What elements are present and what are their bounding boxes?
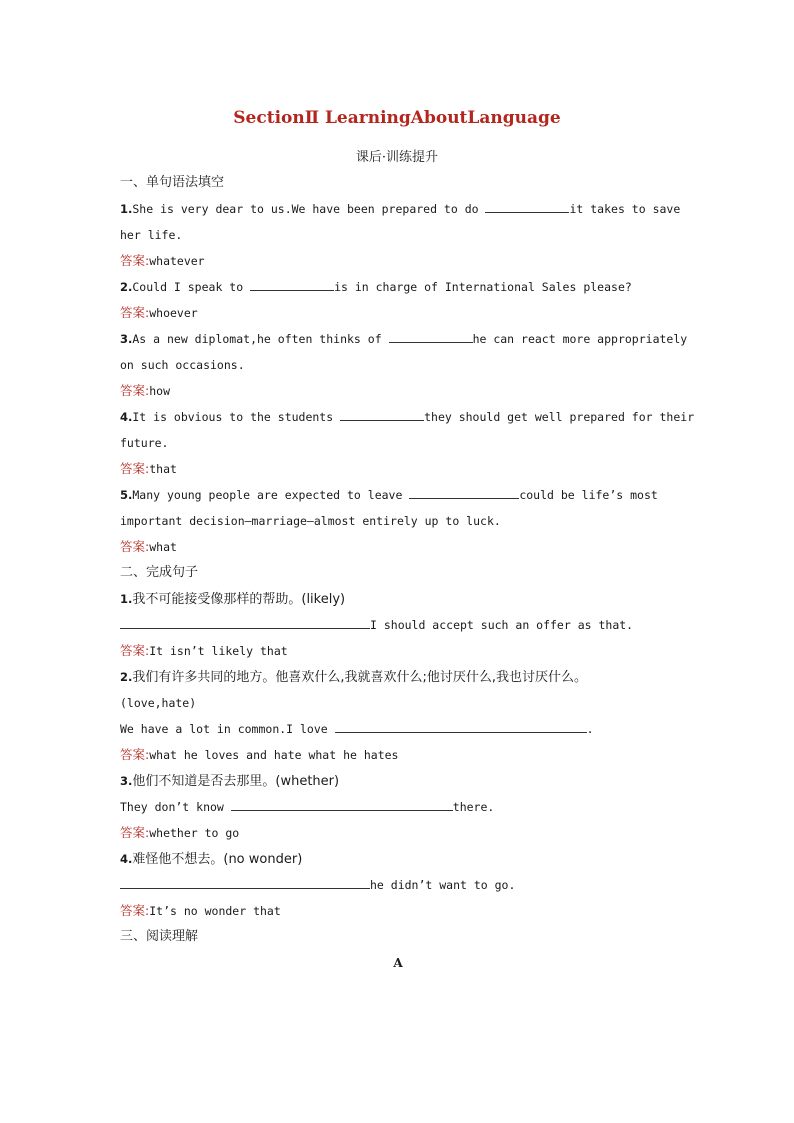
answer-blank [340,406,424,421]
answer-blank [120,874,370,889]
answer-s3: 答案:whether to go [120,825,240,840]
answer-blank [409,484,519,499]
page-subtitle: 课后·训练提升 [355,150,439,165]
sentence-2: We have a lot in common.I love . [120,716,676,742]
answer-1: 答案:whatever [120,253,205,268]
question-5-cont: important decision—marriage—almost entirely up to luck. [120,514,501,528]
question-4-cont: future. [120,436,169,450]
sentence-4: he didn’t want to go. [120,872,676,898]
answer-blank [389,328,473,343]
passage-label: A [393,956,403,970]
sentence-3-prompt: 3.他们不知道是否去那里。(whether) [120,774,340,789]
page-title: SectionⅡ LearningAboutLanguage [233,108,561,128]
question-2: 2.Could I speak to is in charge of International Sales please? [120,274,676,300]
question-1: 1.She is very dear to us.We have been prepared to do it takes to save [120,196,676,222]
sentence-3: They don’t know there. [120,794,676,820]
question-5: 5.Many young people are expected to leave could be life’s most [120,482,676,508]
sentence-1: I should accept such an offer as that. [120,612,676,638]
sentence-4-prompt: 4.难怪他不想去。(no wonder) [120,852,303,867]
section-heading-reading: 三、阅读理解 [120,929,199,944]
sentence-1-prompt: 1.我不可能接受像那样的帮助。(likely) [120,592,346,607]
section-heading-sentences: 二、完成句子 [120,565,199,580]
answer-2: 答案:whoever [120,305,198,320]
question-3-cont: on such occasions. [120,358,245,372]
answer-blank [120,614,370,629]
question-3: 3.As a new diplomat,he often thinks of he can react more appropriately [120,326,676,352]
answer-s1: 答案:It isn’t likely that [120,643,288,658]
sentence-2-prompt: 2.我们有许多共同的地方。他喜欢什么,我就喜欢什么;他讨厌什么,我也讨厌什么。 [120,670,588,685]
answer-3: 答案:how [120,383,170,398]
question-4: 4.It is obvious to the students they should get well prepared for their [120,404,676,430]
question-1-cont: her life. [120,228,183,242]
answer-blank [231,796,453,811]
answer-blank [335,718,587,733]
section-heading-grammar: 一、单句语法填空 [120,175,225,190]
content [120,170,695,976]
answer-blank [250,276,334,291]
answer-4: 答案:that [120,461,177,476]
answer-s4: 答案:It’s no wonder that [120,903,281,918]
sentence-2-prompt-cont: (love,hate) [120,696,197,710]
answer-5: 答案:what [120,539,177,554]
answer-blank [485,198,569,213]
answer-s2: 答案:what he loves and hate what he hates [120,747,399,762]
